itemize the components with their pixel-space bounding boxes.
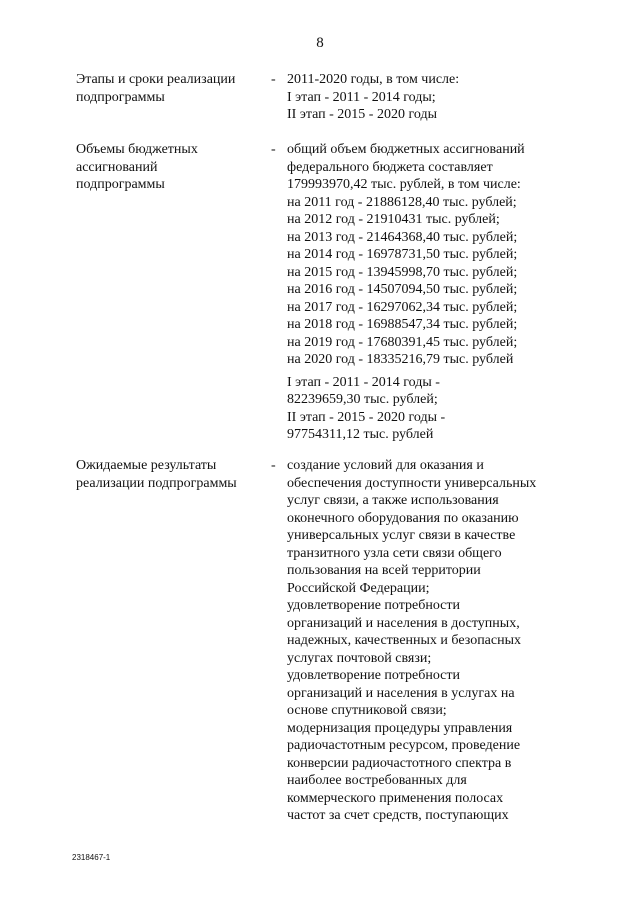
content-line: удовлетворение потребности — [287, 598, 461, 613]
content-line: II этап - 2015 - 2020 годы — [287, 107, 437, 122]
content-line: услуг связи, а также использования — [287, 493, 499, 508]
content-line: основе спутниковой связи; — [287, 703, 447, 718]
content-line: на 2011 год - 21886128,40 тыс. рублей; — [287, 194, 517, 210]
content-line: II этап - 2015 - 2020 годы - — [287, 409, 446, 425]
row-label — [76, 141, 261, 194]
content-line: надежных, качественных и безопасных — [287, 633, 522, 648]
content-line: конверсии радиочастотного спектра в — [287, 755, 512, 771]
page-number: 8 — [316, 35, 324, 51]
label-line: реализации подпрограммы — [76, 475, 237, 491]
content-line: на 2013 год - 21464368,40 тыс. рублей; — [287, 229, 518, 245]
content-line: 82239659,30 тыс. рублей; — [287, 392, 438, 407]
content-line: радиочастотным ресурсом, проведение — [287, 738, 521, 753]
content-line: на 2017 год - 16297062,34 тыс. рублей; — [287, 299, 518, 315]
row-dash: - — [271, 142, 276, 157]
content-line: создание условий для оказания и — [287, 458, 484, 473]
content-line: услугах почтовой связи; — [287, 650, 432, 666]
content-line: обеспечения доступности универсальных — [287, 475, 537, 491]
content-line: оконечного оборудования по оказанию — [287, 510, 519, 526]
content-line: на 2018 год - 16988547,34 тыс. рублей; — [287, 317, 518, 332]
content-line: пользования на всей территории — [287, 563, 481, 578]
content-line: коммерческого применения полосах — [287, 790, 504, 806]
label-line: подпрограммы — [76, 89, 165, 105]
content-line: 179993970,42 тыс. рублей, в том числе: — [287, 177, 521, 192]
content-line: на 2016 год - 14507094,50 тыс. рублей; — [287, 282, 518, 297]
content-line: на 2019 год - 17680391,45 тыс. рублей; — [287, 334, 518, 350]
content-line: модернизация процедуры управления — [287, 720, 513, 736]
content-line: удовлетворение потребности — [287, 668, 461, 683]
content-line: на 2012 год - 21910431 тыс. рублей; — [287, 212, 500, 227]
content-line: организаций и населения в доступных, — [287, 615, 520, 631]
document-code: 2318467-1 — [72, 853, 111, 862]
content-line: 2011-2020 годы, в том числе: — [287, 72, 460, 87]
content-line: частот за счет средств, поступающих — [287, 808, 509, 823]
content-line: на 2014 год - 16978731,50 тыс. рублей; — [287, 247, 518, 262]
content-line: транзитного узла сети связи общего — [287, 545, 502, 561]
content-line: организаций и населения в услугах на — [287, 685, 515, 701]
row-label — [76, 457, 261, 492]
content-line: 97754311,12 тыс. рублей — [287, 427, 434, 442]
row-content — [287, 457, 587, 825]
row-dash: - — [271, 458, 276, 473]
content-line: I этап - 2011 - 2014 годы - — [287, 374, 440, 390]
content-line: федерального бюджета составляет — [287, 159, 493, 175]
label-line: ассигнований — [76, 159, 158, 175]
row-dash: - — [271, 72, 276, 87]
label-line: Объемы бюджетных — [76, 142, 198, 157]
row-content — [287, 71, 587, 124]
row-label — [76, 71, 261, 106]
label-line: Этапы и сроки реализации — [76, 72, 236, 87]
row-content — [287, 141, 587, 444]
content-line: I этап - 2011 - 2014 годы; — [287, 89, 436, 105]
label-line: подпрограммы — [76, 177, 165, 192]
content-line: общий объем бюджетных ассигнований — [287, 142, 525, 157]
content-line: на 2015 год - 13945998,70 тыс. рублей; — [287, 264, 518, 280]
content-line: наиболее востребованных для — [287, 773, 467, 788]
label-line: Ожидаемые результаты — [76, 458, 217, 473]
content-line: Российской Федерации; — [287, 580, 430, 596]
content-line: универсальных услуг связи в качестве — [287, 528, 516, 543]
content-line: на 2020 год - 18335216,79 тыс. рублей — [287, 352, 514, 367]
